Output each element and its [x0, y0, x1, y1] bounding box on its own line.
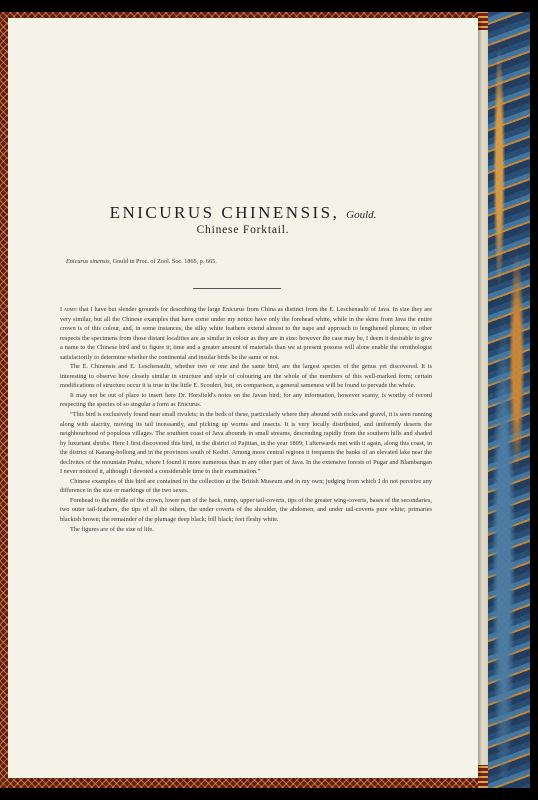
- common-name: Chinese Forktail.: [196, 224, 290, 236]
- marbled-endpaper: [486, 12, 530, 788]
- paragraph: Chinese examples of this bird are contained in the collection at the British Museum and in my own; judging from which I do not perceive any difference in the size or markings of the two sexes.: [60, 477, 432, 495]
- paragraph: It may not be out of place to insert here Dr. Horsfield's notes on the Javan bird; for any information, however scanty, is worthy of record respecting the species of so singular a form as Enicurus.: [60, 391, 432, 409]
- reference-text: Gould in Proc. of Zool. Soc. 1865, p. 665.: [112, 258, 217, 265]
- paragraph: The E. Chinensis and E. Leschenaulti, whether two or one and the same bird, are the largest species of the genus yet discovered. It is interesting to observe how closely similar in structure and style of colouring are the whole of the members of this well-marked form; certain modifications of structure occur it is true in the little E. Scouleri, but, on comparison, a general sameness will be found to pervade the whole.: [60, 363, 432, 390]
- paragraph: Forehead to the middle of the crown, lower part of the back, rump, upper tail-coverts, tips of the greater wing-coverts, bases of the secondaries, two outer tail-feathers, the tips of all the others, the under coverts of the shoulder, the abdomen, and under tail-coverts pure white; primaries blackish brown; the remainder of the plumage deep black; bill black; feet fleshy white.: [60, 496, 432, 524]
- divider-rule: [193, 288, 281, 289]
- reference-citation: [66, 258, 217, 265]
- paragraph: The figures are of the size of life.: [70, 525, 154, 533]
- species-title: [8, 203, 478, 223]
- book-page: [8, 18, 478, 778]
- paragraph-lead: I admit: [60, 306, 78, 313]
- title-main: ENICURUS CHINENSIS,: [109, 203, 340, 222]
- paragraph: I admit that I have but slender grounds for describing the large Enicurus from China as distinct from the E. Leschenaulti of Java. In size they are very similar, but all the Chinese examples that have come under my notice have only the forehead white, while in the skins from Java the entire crown is of this colour, and, in some instances, the silky white feathers extend almost to the nape and approach to lengthened plumes; in other respects the specimens from those distant localities are as similar in colour as they are in size: however the case may be, I deem it desirable to give a name to the Chinese bird and to figure it; time and a greater amount of materials than we at present possess will alone enable the ornithologist satisfactorily to determine whether the continental and insular birds be the same or not.: [60, 306, 432, 361]
- page-stack-edge: [478, 30, 488, 765]
- title-author: Gould.: [346, 209, 377, 221]
- body-text: [60, 305, 432, 534]
- paragraph: “This bird is exclusively found near small rivulets; in the beds of these, particularly where they abound with rocks and gravel, it is seen running along with alacrity, moving its tail incessantly, and picking up worms and insects. It is very locally distributed, and uniformly deserts the neighbourhood of populous villages. The southern coast of Java abounds in small streams, descending rapidly from the southern hills and shaded by luxuriant shrubs. Here I first discovered this bird, in the district of Pajittan, in the year 1809; I afterwards met with it again, along this coast, in the district of Karang-bollong and in the provinces south of Kediri. Among more central regions it frequents the banks of an elevated lake near the declivites of the mountain Prahu, where I found it more numerous than in any other part of Java. In the extensive forests of Pugar and Blambangan I never noticed it, although I devoted a considerable time to their examination.”: [60, 411, 432, 476]
- reference-name: Enicurus sinensis,: [66, 258, 112, 265]
